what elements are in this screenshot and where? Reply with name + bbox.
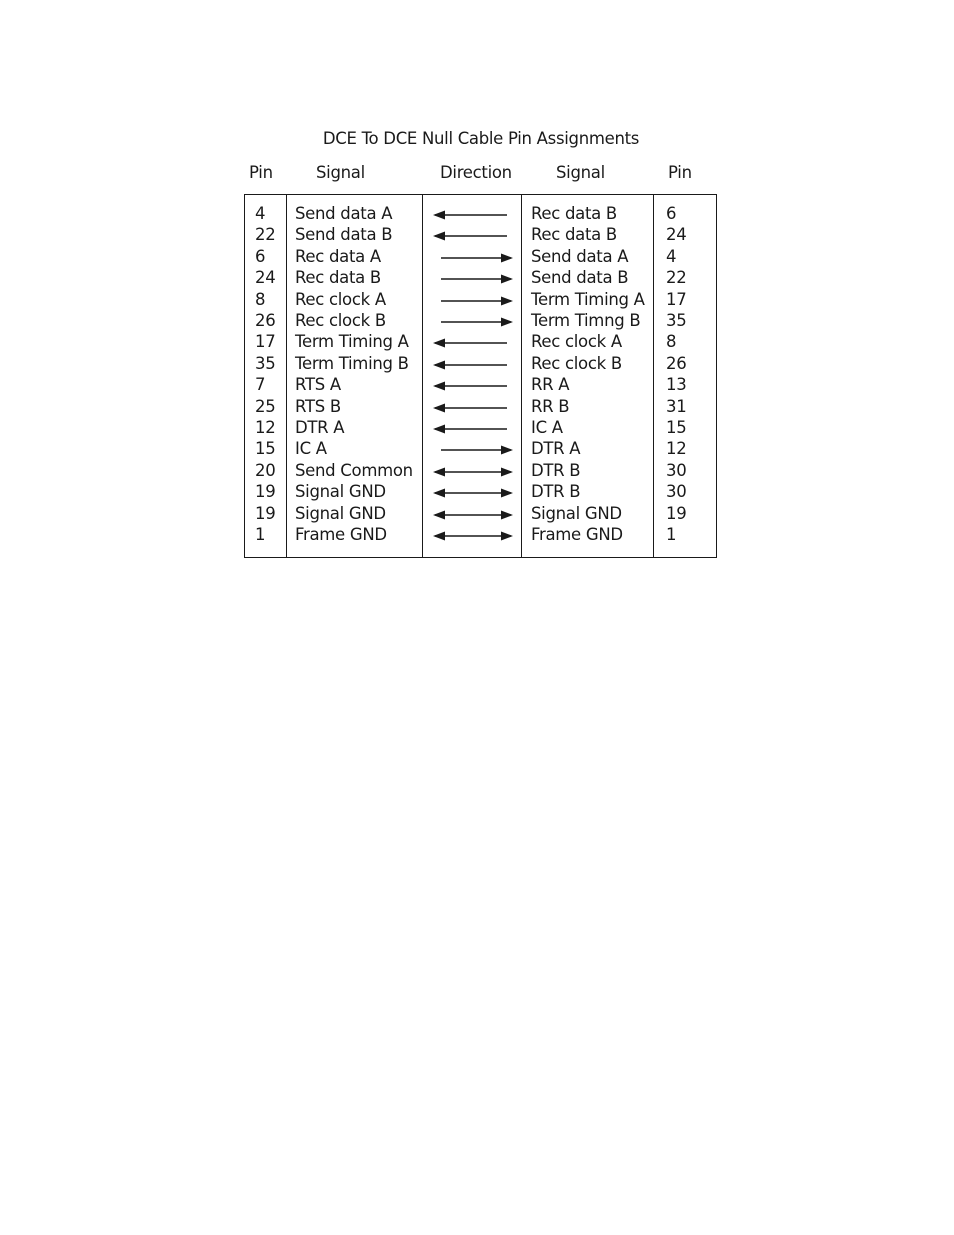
pin-left-cell: 15 (255, 439, 276, 459)
pin-left-cell: 24 (255, 268, 276, 288)
pin-right-cell: 17 (666, 289, 687, 309)
direction-arrow-both (428, 486, 518, 500)
signal-left-cell: Signal GND (295, 482, 386, 502)
pin-right-cell: 4 (666, 246, 677, 266)
signal-right-cell: Rec data B (531, 225, 617, 245)
pin-left-cell: 1 (255, 525, 266, 544)
header-pin-left: Pin (249, 163, 273, 182)
signal-right-cell: DTR A (531, 439, 581, 459)
signal-right-cell: DTR B (531, 482, 581, 502)
pin-left-cell: 20 (255, 460, 276, 480)
signal-left-cell: Frame GND (295, 525, 387, 544)
pin-left-cell: 26 (255, 311, 276, 330)
signal-left-cell: Term Timing A (295, 332, 409, 352)
pin-right-cell: 6 (666, 204, 677, 223)
signal-left-cell: Rec clock A (295, 289, 386, 309)
pin-left-cell: 25 (255, 396, 276, 416)
signal-right-cell: Rec clock A (531, 332, 622, 352)
signal-right-cell: RR A (531, 375, 570, 395)
signal-right-cell: Signal GND (531, 503, 622, 523)
signal-right-cell: Rec clock B (531, 353, 622, 373)
pin-right-cell: 19 (666, 503, 687, 523)
pin-left-cell: 17 (255, 332, 276, 352)
pin-right-cell: 30 (666, 460, 687, 480)
direction-arrow-left (428, 336, 518, 350)
pin-right-cell: 26 (666, 353, 687, 373)
direction-arrow-both (428, 465, 518, 479)
pin-assignment-table (244, 194, 717, 558)
header-signal-left: Signal (316, 163, 365, 182)
signal-left-cell: Rec data A (295, 246, 381, 266)
signal-left-cell: IC A (295, 439, 327, 459)
direction-arrow-right (428, 315, 518, 329)
column-divider (422, 195, 423, 557)
signal-right-cell: Send data B (531, 268, 629, 288)
direction-arrow-both (428, 529, 518, 543)
pin-left-cell: 35 (255, 353, 276, 373)
direction-arrow-right (428, 294, 518, 308)
pin-left-cell: 12 (255, 418, 276, 437)
column-divider (521, 195, 522, 557)
direction-arrow-left (428, 401, 518, 415)
signal-right-cell: DTR B (531, 460, 581, 480)
pin-right-cell: 13 (666, 375, 687, 395)
pin-right-cell: 12 (666, 439, 687, 459)
pin-right-cell: 22 (666, 268, 687, 288)
signal-left-cell: RTS A (295, 375, 341, 395)
pin-left-cell: 8 (255, 289, 266, 309)
signal-right-cell: Send data A (531, 246, 629, 266)
pin-right-cell: 30 (666, 482, 687, 502)
signal-right-cell: RR B (531, 396, 570, 416)
signal-left-cell: Rec clock B (295, 311, 386, 330)
signal-left-cell: Send data A (295, 204, 393, 223)
direction-arrow-left (428, 208, 518, 222)
signal-right-cell: IC A (531, 418, 563, 437)
signal-left-cell: Signal GND (295, 503, 386, 523)
signal-left-cell: RTS B (295, 396, 341, 416)
direction-arrow-left (428, 358, 518, 372)
signal-right-cell: Term Timng B (531, 311, 641, 330)
direction-arrow-left (428, 422, 518, 436)
header-direction: Direction (440, 163, 512, 182)
pin-right-cell: 8 (666, 332, 677, 352)
pin-right-cell: 24 (666, 225, 687, 245)
direction-arrow-left (428, 229, 518, 243)
pin-right-cell: 35 (666, 311, 687, 330)
pin-left-cell: 6 (255, 246, 266, 266)
direction-arrow-right (428, 443, 518, 457)
signal-left-cell: DTR A (295, 418, 345, 437)
header-signal-right: Signal (556, 163, 605, 182)
direction-arrow-both (428, 508, 518, 522)
signal-left-cell: Send Common (295, 460, 413, 480)
column-divider (286, 195, 287, 557)
signal-left-cell: Term Timing B (295, 353, 409, 373)
direction-arrow-right (428, 251, 518, 265)
column-divider (653, 195, 654, 557)
pin-right-cell: 15 (666, 418, 687, 437)
header-pin-right: Pin (668, 163, 692, 182)
pin-left-cell: 4 (255, 204, 266, 223)
pin-left-cell: 7 (255, 375, 266, 395)
pin-left-cell: 19 (255, 503, 276, 523)
signal-left-cell: Send data B (295, 225, 393, 245)
pin-left-cell: 22 (255, 225, 276, 245)
direction-arrow-left (428, 379, 518, 393)
signal-right-cell: Rec data B (531, 204, 617, 223)
pin-left-cell: 19 (255, 482, 276, 502)
signal-right-cell: Term Timing A (531, 289, 645, 309)
direction-arrow-right (428, 272, 518, 286)
pin-right-cell: 31 (666, 396, 687, 416)
signal-left-cell: Rec data B (295, 268, 381, 288)
diagram-title: DCE To DCE Null Cable Pin Assignments (322, 129, 640, 148)
pin-right-cell: 1 (666, 525, 677, 544)
signal-right-cell: Frame GND (531, 525, 623, 544)
